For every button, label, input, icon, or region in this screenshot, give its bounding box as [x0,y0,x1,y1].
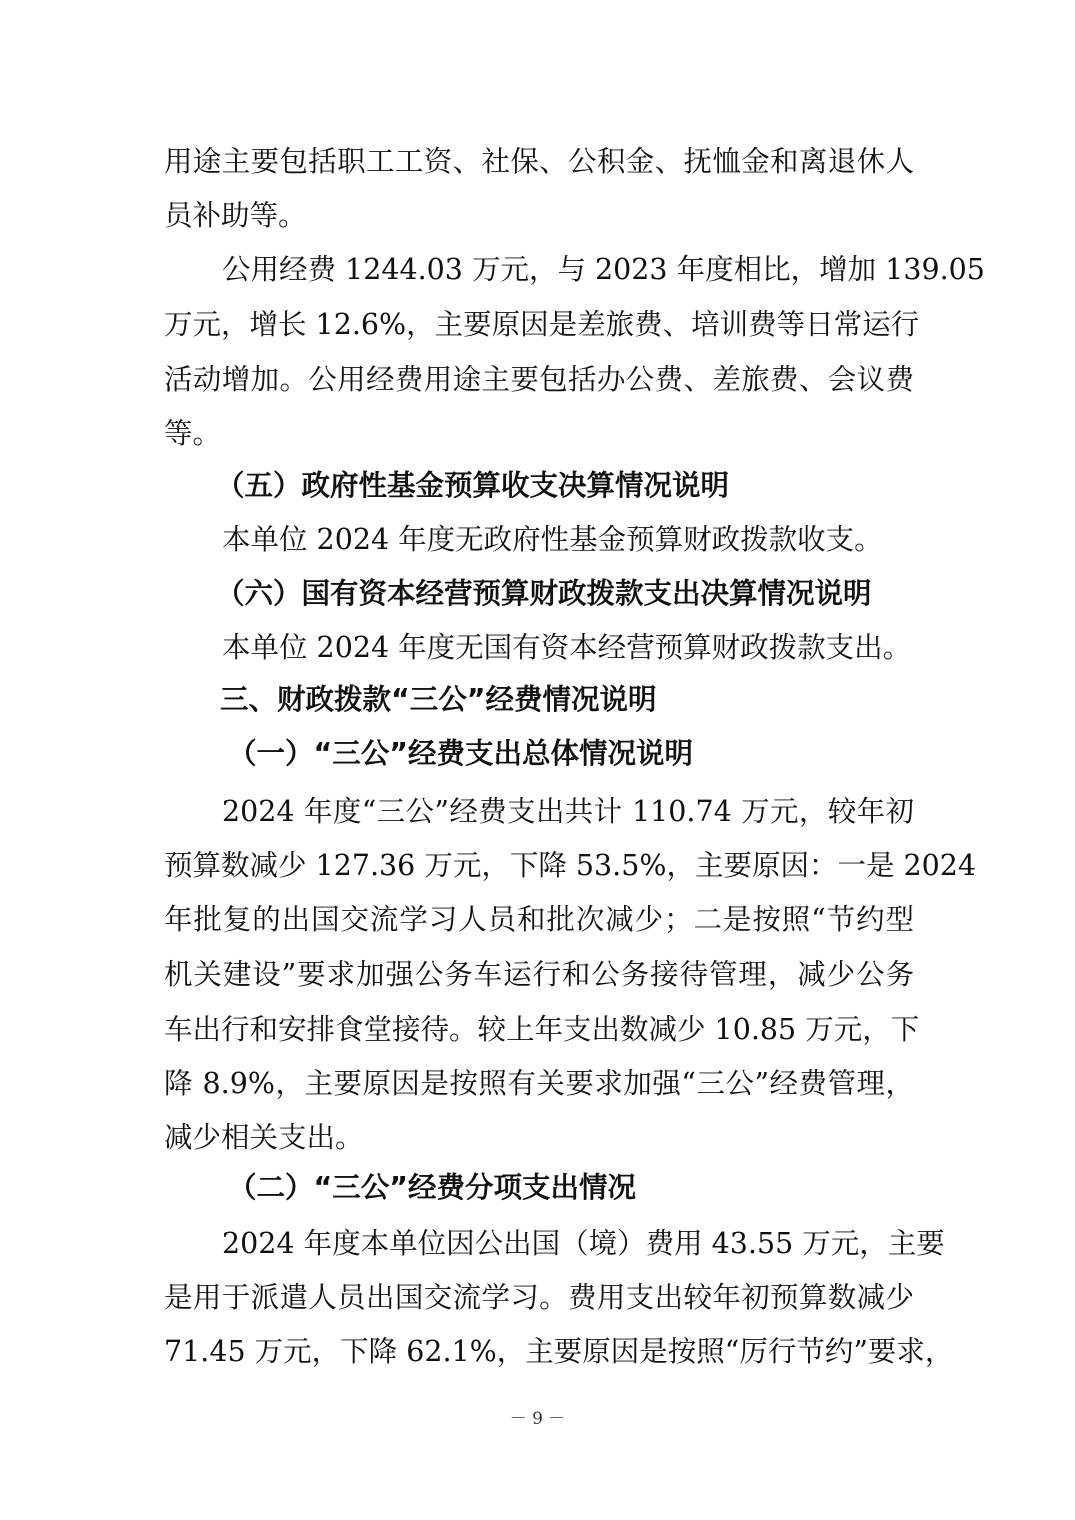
paragraph-line: 机关建设”要求加强公务车运行和公务接待管理，减少公务 [164,958,914,991]
section-heading-five: （五）政府性基金预算收支决算情况说明 [216,469,730,502]
paragraph-line: 2024 年度本单位因公出国（境）费用 43.55 万元，主要 [222,1227,945,1260]
paragraph-line: 71.45 万元，下降 62.1%，主要原因是按照“厉行节约”要求， [164,1335,954,1368]
paragraph-line: 用途主要包括职工工资、社保、公积金、抚恤金和离退休人 [164,145,914,178]
paragraph-line: 是用于派遣人员出国交流学习。费用支出较年初预算数减少 [164,1281,914,1314]
paragraph-line: 降 8.9%，主要原因是按照有关要求加强“三公”经费管理， [164,1067,914,1100]
paragraph-line: 万元，增长 12.6%，主要原因是差旅费、培训费等日常运行 [164,308,920,341]
section-heading-six: （六）国有资本经营预算财政拨款支出决算情况说明 [216,577,872,610]
subsection-heading-two: （二）“三公”经费分项支出情况 [228,1171,636,1204]
paragraph-line: 本单位 2024 年度无政府性基金预算财政拨款收支。 [222,523,883,556]
paragraph-line: 活动增加。公用经费用途主要包括办公费、差旅费、会议费 [164,363,914,396]
paragraph-line: 减少相关支出。 [164,1121,364,1154]
paragraph-line: 等。 [164,417,222,450]
paragraph-line: 本单位 2024 年度无国有资本经营预算财政拨款支出。 [222,631,912,664]
paragraph-line: 预算数减少 127.36 万元，下降 53.5%，主要原因：一是 2024 [164,849,977,882]
paragraph-line: 年批复的出国交流学习人员和批次减少；二是按照“节约型 [164,903,914,936]
paragraph-line: 公用经费 1244.03 万元，与 2023 年度相比，增加 139.05 [222,253,985,286]
page-number: － 9 － [509,1409,566,1429]
paragraph-line: 员补助等。 [164,199,307,232]
chapter-heading-three: 三、财政拨款“三公”经费情况说明 [220,683,657,716]
subsection-heading-one: （一）“三公”经费支出总体情况说明 [228,737,693,770]
paragraph-line: 车出行和安排食堂接待。较上年支出数减少 10.85 万元，下 [164,1013,920,1046]
paragraph-line: 2024 年度“三公”经费支出共计 110.74 万元，较年初 [222,795,914,828]
